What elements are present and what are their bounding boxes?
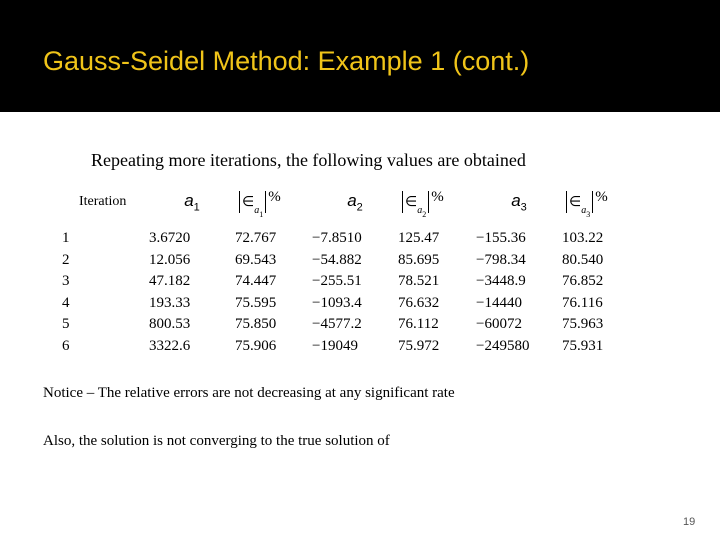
cell-a1: 193.33 <box>149 294 191 311</box>
header-e3-sub-n: 3 <box>586 210 591 219</box>
cell-a1: 47.182 <box>149 273 191 290</box>
column-e2 <box>398 228 476 358</box>
header-e2-symbol: ∈ <box>405 194 418 210</box>
cell-e1: 75.850 <box>235 316 277 333</box>
cell-e3: 76.852 <box>562 273 604 290</box>
header-e3-symbol: ∈ <box>569 194 582 210</box>
also-text: Also, the solution is not converging to the true solution of <box>43 433 390 449</box>
header-a2-sub: 2 <box>356 201 363 214</box>
cell-e1: 74.447 <box>235 273 277 290</box>
header-e3-pct: % <box>595 189 608 206</box>
header-e1-pct: % <box>268 189 281 206</box>
cell-a3: −14440 <box>476 294 522 311</box>
header-a2 <box>312 176 398 228</box>
cell-e3: 80.540 <box>562 251 604 268</box>
column-iteration <box>60 228 149 358</box>
cell-iteration: 1 <box>62 230 70 246</box>
notice-text: Notice – The relative errors are not decreasing at any significant rate <box>43 385 455 401</box>
header-a2-symbol: a <box>347 190 357 210</box>
cell-iteration: 2 <box>62 251 70 268</box>
header-e3-sub-a: a <box>581 205 587 216</box>
cell-iteration: 5 <box>62 316 70 333</box>
cell-e2: 75.972 <box>398 337 440 354</box>
page-number: 19 <box>683 516 696 528</box>
cell-a2: −7.8510 <box>312 230 362 246</box>
cell-e2: 78.521 <box>398 273 440 290</box>
column-a3 <box>476 228 562 358</box>
header-iteration: Iteration <box>79 194 127 209</box>
column-e1 <box>235 228 312 358</box>
cell-e2: 125.47 <box>398 230 440 246</box>
header-e3 <box>562 176 640 228</box>
cell-e3: 75.963 <box>562 316 604 333</box>
header-a3 <box>476 176 562 228</box>
cell-e3: 103.22 <box>562 230 604 246</box>
cell-a1: 3322.6 <box>149 337 191 354</box>
cell-iteration: 6 <box>62 337 70 354</box>
table-row <box>60 228 640 358</box>
cell-a1: 12.056 <box>149 251 191 268</box>
cell-a2: −1093.4 <box>312 294 362 311</box>
cell-e2: 76.112 <box>398 316 439 333</box>
header-e1-sub-n: 1 <box>259 210 264 219</box>
header-e1 <box>235 176 312 228</box>
cell-iteration: 4 <box>62 294 70 311</box>
cell-e2: 76.632 <box>398 294 440 311</box>
cell-a2: −54.882 <box>312 251 362 268</box>
header-a3-symbol: a <box>511 190 521 210</box>
header-a3-sub: 3 <box>520 201 527 214</box>
cell-a3: −60072 <box>476 316 522 333</box>
cell-a3: −798.34 <box>476 251 526 268</box>
column-a1 <box>149 228 235 358</box>
cell-e3: 76.116 <box>562 294 603 311</box>
header-e1-symbol: ∈ <box>242 194 255 210</box>
cell-e2: 85.695 <box>398 251 440 268</box>
cell-a3: −249580 <box>476 337 530 354</box>
cell-e3: 75.931 <box>562 337 604 354</box>
header-e2 <box>398 176 476 228</box>
cell-e1: 75.906 <box>235 337 277 354</box>
results-table <box>60 176 640 360</box>
cell-a2: −255.51 <box>312 273 362 290</box>
slide-title: Gauss-Seidel Method: Example 1 (cont.) <box>43 46 530 76</box>
cell-a2: −4577.2 <box>312 316 362 333</box>
table-header-row <box>60 176 640 228</box>
cell-a3: −3448.9 <box>476 273 526 290</box>
header-e2-sub-a: a <box>417 205 423 216</box>
header-a1 <box>149 176 235 228</box>
column-e3 <box>562 228 640 358</box>
cell-a1: 800.53 <box>149 316 191 333</box>
column-a2 <box>312 228 398 358</box>
cell-e1: 75.595 <box>235 294 277 311</box>
cell-e1: 69.543 <box>235 251 277 268</box>
header-e2-sub-n: 2 <box>422 210 427 219</box>
title-bar <box>0 0 720 112</box>
cell-e1: 72.767 <box>235 230 277 246</box>
intro-text: Repeating more iterations, the following values are obtained <box>91 150 526 170</box>
cell-iteration: 3 <box>62 273 70 290</box>
header-e2-pct: % <box>431 189 444 206</box>
header-a1-symbol: a <box>184 190 194 210</box>
cell-a2: −19049 <box>312 337 358 354</box>
cell-a1: 3.6720 <box>149 230 191 246</box>
cell-a3: −155.36 <box>476 230 526 246</box>
header-a1-sub: 1 <box>193 201 200 214</box>
header-e1-sub-a: a <box>254 205 260 216</box>
